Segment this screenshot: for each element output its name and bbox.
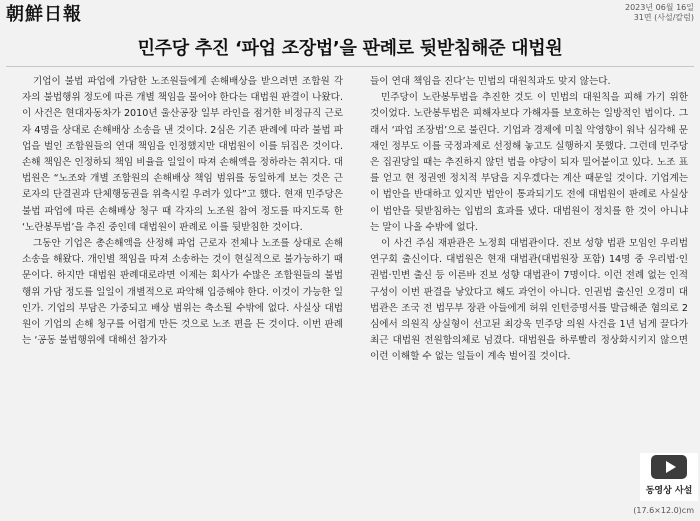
right-column: [370, 74, 688, 366]
paragraph: 민주당이 노란봉투법을 추진한 것도 이 민법의 대원칙을 피해 가기 위한 것이었다. 노란봉투법은 피해자보다 가해자를 보호하는 일방적인 법이다. 그래서 ‘파업 조장법’으로 불린다. 기업과 경제에 미칠 악영향이 워낙 심각해 문재인 정부도 이를 국정과제로 선정해 놓고도 실행하지 못했다. 그런데 민주당은 집권당일 때는 추진하지 않던 법을 야당이 되자 밀어붙이고 있다. 노조 표를 얻고 현 정권엔 정치적 부담을 지우겠다는 계산 때문일 것이다. 기업계는 이 법안을 반대하고 있지만 법안이 통과되기도 전에 대법원이 판례로 사실상 이 법안을 뒷받침하는 입법의 효과를 냈다. 대법원이 정치를 한 것이 아니냐는 말이 나올 수밖에 없다.: [370, 92, 688, 233]
video-editorial-badge[interactable]: [640, 453, 698, 501]
page-section: 31면 (사설/칼럼): [633, 13, 694, 22]
masthead: [6, 2, 82, 24]
article-dimensions: (17.6×12.0)cm: [633, 506, 694, 515]
paragraph: 이 사건 주심 재판관은 노정희 대법관이다. 진보 성향 법관 모임인 우리법연구회 출신이다. 대법원은 현재 대법관(대법원장 포함) 14명 중 우리법·인권법·민변 출신 등 이른바 진보 성향 대법관이 7명이다. 이런 전례 없는 인적 구성이 이번 판결을 낳았다고 해도 과언이 아니다. 인권법 출신인 오경미 대법관은 조국 전 법무부 장관 아들에게 허위 인턴증명서를 발급해준 혐의로 2심에서 의원직 상실형이 선고된 최강욱 민주당 의원 사건을 1년 넘게 끌다가 최근 대법원 전원합의체로 넘겼다. 대법원을 하루빨리 정상화시키지 않으면 이런 이해할 수 없는 일들이 계속 벌어질 것이다.: [370, 238, 688, 363]
editorial-headline: 민주당 추진 ‘파업 조장법’을 판례로 뒷받침해준 대법원: [137, 38, 563, 59]
paragraph: 들이 연대 책임을 진다’는 민법의 대원칙과도 맞지 않는다.: [370, 76, 611, 87]
newspaper-logo: 朝鮮日報: [6, 4, 82, 25]
headline-divider: [6, 66, 694, 67]
play-video-icon[interactable]: [651, 455, 687, 479]
left-column: [22, 74, 343, 349]
publication-date: 2023년 06월 16일: [625, 3, 694, 12]
publication-meta: [625, 3, 694, 23]
paragraph: 그동안 기업은 총손해액을 산정해 파업 근로자 전체나 노조를 상대로 손해 소송을 해왔다. 개인별 책임을 따져 소송하는 것이 현실적으로 불가능하기 때문이다. 하지만 대법원 판례대로라면 이제는 회사가 수많은 조합원들의 불법행위 가담 정도를 일일이 개별적으로 파악해 입증해야 한다. 이것이 가능한 일인가. 기업의 부담은 가중되고 배상 범위는 축소될 수밖에 없다. 사실상 대법원이 기업의 손해 청구를 어렵게 만든 것으로 노조 편을 든 것이다. 이번 판례는 ‘공동 불법행위에 대해선 참가자: [22, 238, 343, 347]
paragraph: 기업이 불법 파업에 가담한 노조원들에게 손해배상을 받으려면 조합원 각자의 불법행위 정도에 따른 개별 책임을 물어야 한다는 대법원 판결이 나왔다. 이 사건은 현대자동차가 2010년 울산공장 일부 라인을 점거한 비정규직 근로자 4명을 상대로 손해배상 소송을 낸 것이다. 2심은 기존 판례에 따라 불법 파업을 벌인 조합원들의 연대 책임을 인정했지만 대법원이 이를 뒤집은 것이다. 손해 책임은 인정하되 책임 비율을 일일이 따져 손해액을 정하라는 취지다. 대법원은 “노조와 개별 조합원의 손해배상 책임 범위를 동일하게 보는 것은 근로자의 단결권과 단체행동권을 위축시킬 우려가 있다”고 했다. 현재 민주당은 불법 파업에 따른 손해배상 청구 때 각자의 노조원 참여 정도를 따지도록 한 ‘노란봉투법’을 추진 중인데 대법원이 판례로 이를 뒷받침한 것이다.: [22, 76, 343, 233]
video-editorial-label: 동영상 사설: [645, 486, 693, 496]
